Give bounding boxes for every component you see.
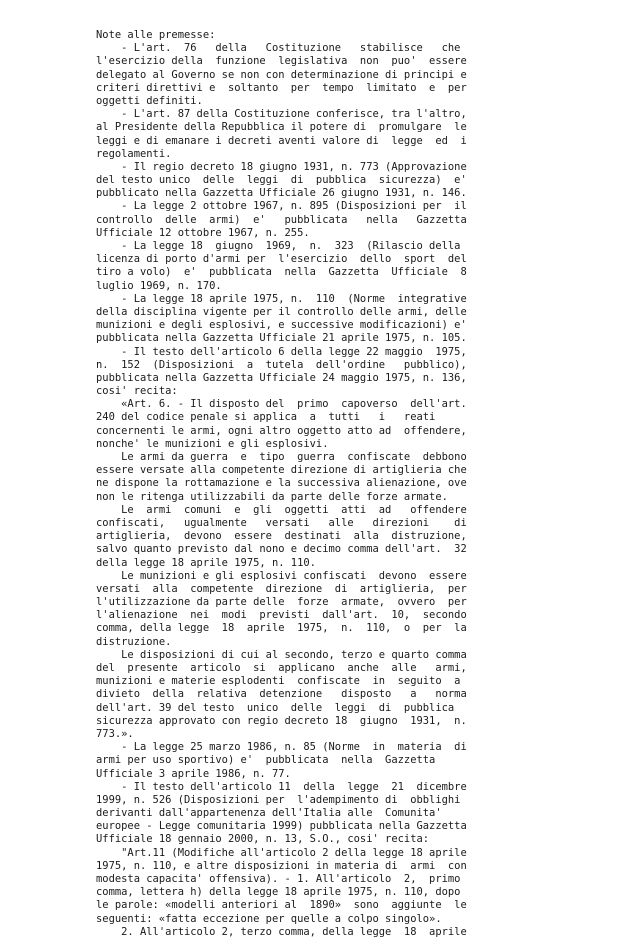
text-line: Le disposizioni di cui al secondo, terzo e quarto comma [96,648,467,661]
text-line: derivanti dall'appartenenza dell'Italia alle Comunita' [96,807,442,820]
text-line: leggi e di emanare i decreti aventi valore di legge ed i [96,134,467,147]
text-line: - Il testo dell'articolo 11 della legge 21 dicembre [96,780,467,793]
text-line: Le munizioni e gli esplosivi confiscati devono essere [96,569,467,582]
text-line: 240 del codice penale si applica a tutti i reati [96,411,436,424]
text-line: pubblicato nella Gazzetta Ufficiale 26 giugno 1931, n. 146. [96,187,467,200]
text-line: 1975, n. 110, e altre disposizioni in materia di armi con [96,859,467,872]
text-line: non le ritenga utilizzabili da parte delle forze armate. [96,490,448,503]
text-line: licenza di porto d'armi per l'esercizio dello sport del [96,253,467,266]
text-line: ne dispone la rottamazione e la successiva alienazione, ove [96,477,467,490]
text-line: l'utilizzazione da parte delle forze armate, ovvero per [96,596,467,609]
text-line: luglio 1969, n. 170. [96,279,222,292]
text-line: artiglieria, devono essere destinati alla distruzione, [96,530,467,543]
text-line: europee - Legge comunitaria 1999) pubblicata nella Gazzetta [96,820,467,833]
text-line: del testo unico delle leggi di pubblica sicurezza) e' [96,174,467,187]
text-line: criteri direttivi e soltanto per tempo limitato e per [96,81,467,94]
text-line: modesta capacita' offensiva). - 1. All'articolo 2, primo [96,873,461,885]
text-line: comma, lettera h) della legge 18 aprile 1975, n. 110, dopo [96,886,461,899]
text-line: - Il regio decreto 18 giugno 1931, n. 773 (Approvazione [96,160,467,173]
text-line: Ufficiale 12 ottobre 1967, n. 255. [96,226,310,239]
text-line: sicurezza approvato con regio decreto 18 giugno 1931, n. [96,714,467,727]
text-line: armi per uso sportivo) e' pubblicata nella Gazzetta [96,754,436,767]
text-line: 2. All'articolo 2, terzo comma, della legge 18 aprile [96,925,467,938]
legal-notes-page [96,29,556,939]
text-line: 1999, n. 526 (Disposizioni per l'adempimento di obblighi [96,793,461,806]
text-line: al Presidente della Repubblica il potere di promulgare le [96,121,467,134]
text-line: della legge 18 aprile 1975, n. 110. [96,556,316,569]
text-line: - La legge 18 giugno 1969, n. 323 (Rilascio della [96,240,461,252]
text-line: delegato al Governo se non con determinazione di principi e [96,68,467,81]
text-line: Le armi comuni e gli oggetti atti ad offendere [96,503,467,516]
text-line: - La legge 18 aprile 1975, n. 110 (Norme integrative [96,292,467,305]
text-line: - La legge 2 ottobre 1967, n. 895 (Disposizioni per il [96,200,467,213]
text-line: distruzione. [96,635,172,648]
text-line: l'esercizio della funzione legislativa non puo' essere [96,55,467,68]
text-line: controllo delle armi) e' pubblicata nella Gazzetta [96,213,467,226]
text-line: pubblicata nella Gazzetta Ufficiale 21 aprile 1975, n. 105. [96,332,467,345]
text-line: - Il testo dell'articolo 6 della legge 22 maggio 1975, [96,345,467,358]
text-line: nonche' le munizioni e gli esplosivi. [96,437,329,450]
text-line: munizioni e materie esplodenti confiscate in seguito a [96,675,461,688]
text-line: del presente articolo si applicano anche alle armi, [96,662,467,674]
text-line: l'alienazione nei modi previsti dall'art. 10, secondo [96,609,467,622]
text-line: pubblicata nella Gazzetta Ufficiale 24 maggio 1975, n. 136, [96,371,467,384]
text-line: confiscati, ugualmente versati alle direzioni di [96,516,467,529]
text-line: Ufficiale 18 gennaio 2000, n. 13, S.O., cosi' recita: [96,833,430,846]
text-line: Le armi da guerra e tipo guerra confiscate debbono [96,451,467,463]
text-line: versati alla competente direzione di artiglieria, per [96,582,467,595]
text-line: Note alle premesse: [96,29,216,41]
text-line: «Art. 6. - Il disposto del primo capoverso dell'art. [96,398,467,411]
text-line: munizioni e degli esplosivi, e successive modificazioni) e' [96,319,467,332]
text-line: regolamenti. [96,147,172,160]
text-line: le parole: «modelli anteriori al 1890» sono aggiunte le [96,899,467,912]
text-line: essere versate alla competente direzione di artiglieria che [96,464,467,477]
text-line: 773.». [96,727,134,740]
text-line: divieto della relativa detenzione disposto a norma [96,688,467,701]
text-line: oggetti definiti. [96,94,203,107]
text-line: concernenti le armi, ogni altro oggetto atto ad offendere, [96,424,467,437]
text-line: tiro a volo) e' pubblicata nella Gazzetta Ufficiale 8 [96,266,467,279]
text-line: - L'art. 87 della Costituzione conferisce, tra l'altro, [96,108,467,121]
text-line: n. 152 (Disposizioni a tutela dell'ordine pubblico), [96,358,467,371]
text-line: seguenti: «fatta eccezione per quelle a colpo singolo». [96,912,442,925]
text-line: dell'art. 39 del testo unico delle leggi di pubblica [96,701,455,714]
text-line: "Art.11 (Modifiche all'articolo 2 della legge 18 aprile [96,846,467,859]
text-line: salvo quanto previsto dal nono e decimo comma dell'art. 32 [96,543,467,556]
text-line: - La legge 25 marzo 1986, n. 85 (Norme in materia di [96,741,467,754]
text-line: cosi' recita: [96,385,178,398]
text-line: della disciplina vigente per il controllo delle armi, delle [96,305,467,318]
text-line: comma, della legge 18 aprile 1975, n. 110, o per la [96,622,467,635]
text-line: Ufficiale 3 aprile 1986, n. 77. [96,767,291,780]
text-line: - L'art. 76 della Costituzione stabilisce che [96,42,461,55]
